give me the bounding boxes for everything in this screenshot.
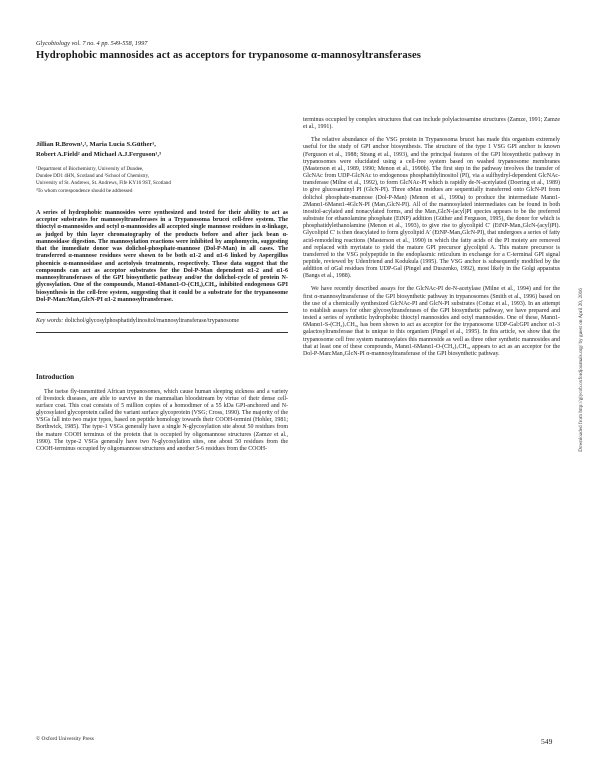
- body-paragraph: The relative abundance of the VSG protein in Trypanosoma brucei has made this organism extremely useful for the study of GPI anchor biosynthesis. The structure of the type 1 VSG GPI anchor is known (Ferguson et al., 1988; Strang et al., 1993), and the principal features of the GPI biosynthetic pathway in trypanosomes were elucidated using a cell-free system based on washed trypanosome membranes (Masterson et al., 1989, 1990; Menon et al., 1990b). The first step in the pathway involves the transfer of GlcNAc from UDP-GlcNAc to endogenous phosphatidylinositol (PI), via a sulfhydryl-dependent GlcNAc-transferase (Milne et al., 1992), to form GlcNAc-PI which is rapidly de-N-acetylated (Doering et al., 1989) to give glucosaminyl PI (GlcN-PI). Three αMan residues are sequentially transferred onto GlcN-PI from dolichol phosphate-mannose (Dol-P-Man) (Menon et al., 1990a) to produce the intermediate Manα1-2Manα1-6Manα1-4GlcN-PI (Man₃GlcN-PI). All of the mannosylated intermediates can be found in both inositol-acylated and nonacylated forms, and the Man₃GlcN-(acyl)PI species appears to be the preferred substrate for ethanolamine phosphate (EtNP) addition (Güther and Ferguson, 1995), the donor for which is phosphatidylethanolamine (Menon et al., 1993), to give rise to glycolipid C′ (EtNP-Man₃GlcN-(acyl)PI). Glycolipid C′ is then deacylated to form glycolipid A′ (EtNP-Man₃GlcN-PI), that undergoes a series of fatty acid-remodeling reactions (Masterson et al., 1990) in which the fatty acids of the PI moiety are removed and replaced with myristate to yield the mature GPI precursor glycolipid A. This mature precursor is transferred to the VSG polypeptide in the endoplasmic reticulum in exchange for a C-terminal GPI signal peptide, reviewed by Udenfriend and Kodukula (1995). The VSG anchor is subsequently modified by the addition of αGal residues from UDP-Gal (Pingel and Duszenko, 1992), most likely in the Golgi apparatus (Bangs et al., 1988).: [303, 137, 560, 280]
- introduction-paragraph: The tsetse fly-transmitted African trypanosomes, which cause human sleeping sickness and a variety of livestock diseases, are able to survive in the mammalian bloodstream by virtue of their dense cell-surface coat. This coat consists of 5 million copies of a homodimer of a 55 kDa GPI-anchored and N-glycosylated glycoprotein called the variant surface glycoprotein (VSG; Cross, 1990). The majority of the VSGs fall into two major types, based on peptide homology towards their COOH-termini (Hohler, 1981; Borthwick, 1985). The type-1 VSGs generally have a single N-glycosylation site about 50 residues from the mature COOH terminus of the protein that is occupied by oligomannose structures (Zamze et al., 1990). The type-2 VSGs generally have two N-glycosylation sites, one about 50 residues from the COOH-terminus occupied by oligomannose structures and another 5-6 residues from the COOH-: [36, 388, 288, 452]
- right-column: [303, 118, 560, 358]
- download-watermark: [575, 200, 587, 540]
- body-paragraph: We have recently described assays for the GlcNAc-PI de-N-acetylase (Milne et al., 1994) and for the first α-mannosyltransferase of the GPI biosynthetic pathway in trypanosomes (Smith et al., 1996) based on the use of a chemically synthesized GlcNAc-PI and GlcN-PI substrates (Cottaz et al., 1993). In an attempt to establish assays for other glycosyltransferases of the GPI biosynthetic pathway, we have prepared and tested a series of synthetic hydrophobic thioctyl mannosides and octyl mannosides. One of these, Manα1-6Manα1-S-(CH₂)₇CH₃, has been shown to act as acceptor for the trypanosome UDP-Gal:GPI anchor α1-3 galactosyltransferase that is unique to this organism (Pingel et al., 1995). In this article, we show that the trypanosome cell free system mannosylates this mannoside as well as three other synthetic mannosides and that at least one of these compounds, Manα1-6Manα1-O-(CH₂)₇CH₃, appears to act as an acceptor for the Dol-P-Man:Man₂GlcN-PI α-mannosyltransferase of the GPI biosynthetic pathway.: [303, 286, 560, 357]
- author-line: Robert A.Field² and Michael A.J.Ferguson¹,³: [36, 150, 161, 158]
- journal-citation: Glycobiology vol. 7 no. 4 pp. 549-558, 1997: [36, 40, 148, 47]
- section-heading-introduction: Introduction: [36, 372, 74, 381]
- keywords-label: Key words:: [36, 318, 64, 325]
- author-list: [36, 140, 288, 159]
- correspondence-note: ³To whom correspondence should be addressed: [36, 187, 133, 194]
- download-watermark-text: Downloaded from http://glycob.oxfordjournals.org/ by guest on April 20, 2016: [578, 288, 584, 452]
- author-line: Jillian R.Brown¹,², Maria Lucia S.Güther¹,: [36, 141, 156, 148]
- affiliation-line: University of St. Andrews, St. Andrews, Fife KY16 9ST, Scotland: [36, 180, 171, 187]
- keywords-text: dolichol/glycosylphosphatidylinositol/mannosyltransferase/trypanosome: [64, 318, 240, 325]
- left-column: [36, 118, 288, 453]
- affiliation-line: ¹Department of Biochemistry, University of Dundee,: [36, 166, 144, 172]
- keywords-box: [36, 312, 288, 333]
- affiliation-line: Dundee DD1 4HN, Scotland and ²School of Chemistry,: [36, 173, 150, 180]
- article-title: Hydrophobic mannosides act as acceptors for trypanosome α-mannosyltransferases: [36, 50, 421, 61]
- affiliations: [36, 166, 288, 195]
- abstract: A series of hydrophobic mannosides were synthesized and tested for their ability to act as acceptor substrates for mannosyltransferases in a Trypanosoma brucei cell-free system. The thioctyl α-mannosides and octyl α-mannosides all accepted single mannose residues in α-linkage, as judged by thin layer chromatography of the products before and after jack bean α-mannosidase digestion. The mannosylation reactions were inhibited by amphomycin, suggesting that the immediate donor was dolichol-phosphate-mannose (Dol-P-Man) in all cases. The transferred α-mannose residues were shown to be both α1-2 and α1-6 linked by Aspergillus phoenicis α-mannosidase and acetolysis treatments, respectively. These data suggest that the compounds can act as acceptor substrates for the Dol-P-Man dependent α1-2 and α1-6 mannosyltransferases of the GPI biosynthetic pathway and/or the dolichol-cycle of protein N-glycosylation. One of the compounds, Manα1-6Manα1-O-(CH₂)₇CH₃, inhibited endogenous GPI biosynthesis in the cell-free system, suggesting that it could be a substrate for the trypanosome Dol-P-Man:Man₂GlcN-PI α1-2 mannosyltransferase.: [36, 209, 288, 303]
- page-number: 549: [541, 737, 553, 746]
- body-paragraph: terminus occupied by complex structures that can include polylactosamine structures (Zamze, 1991; Zamze et al., 1991).: [303, 117, 560, 131]
- copyright-notice: © Oxford University Press: [36, 736, 94, 742]
